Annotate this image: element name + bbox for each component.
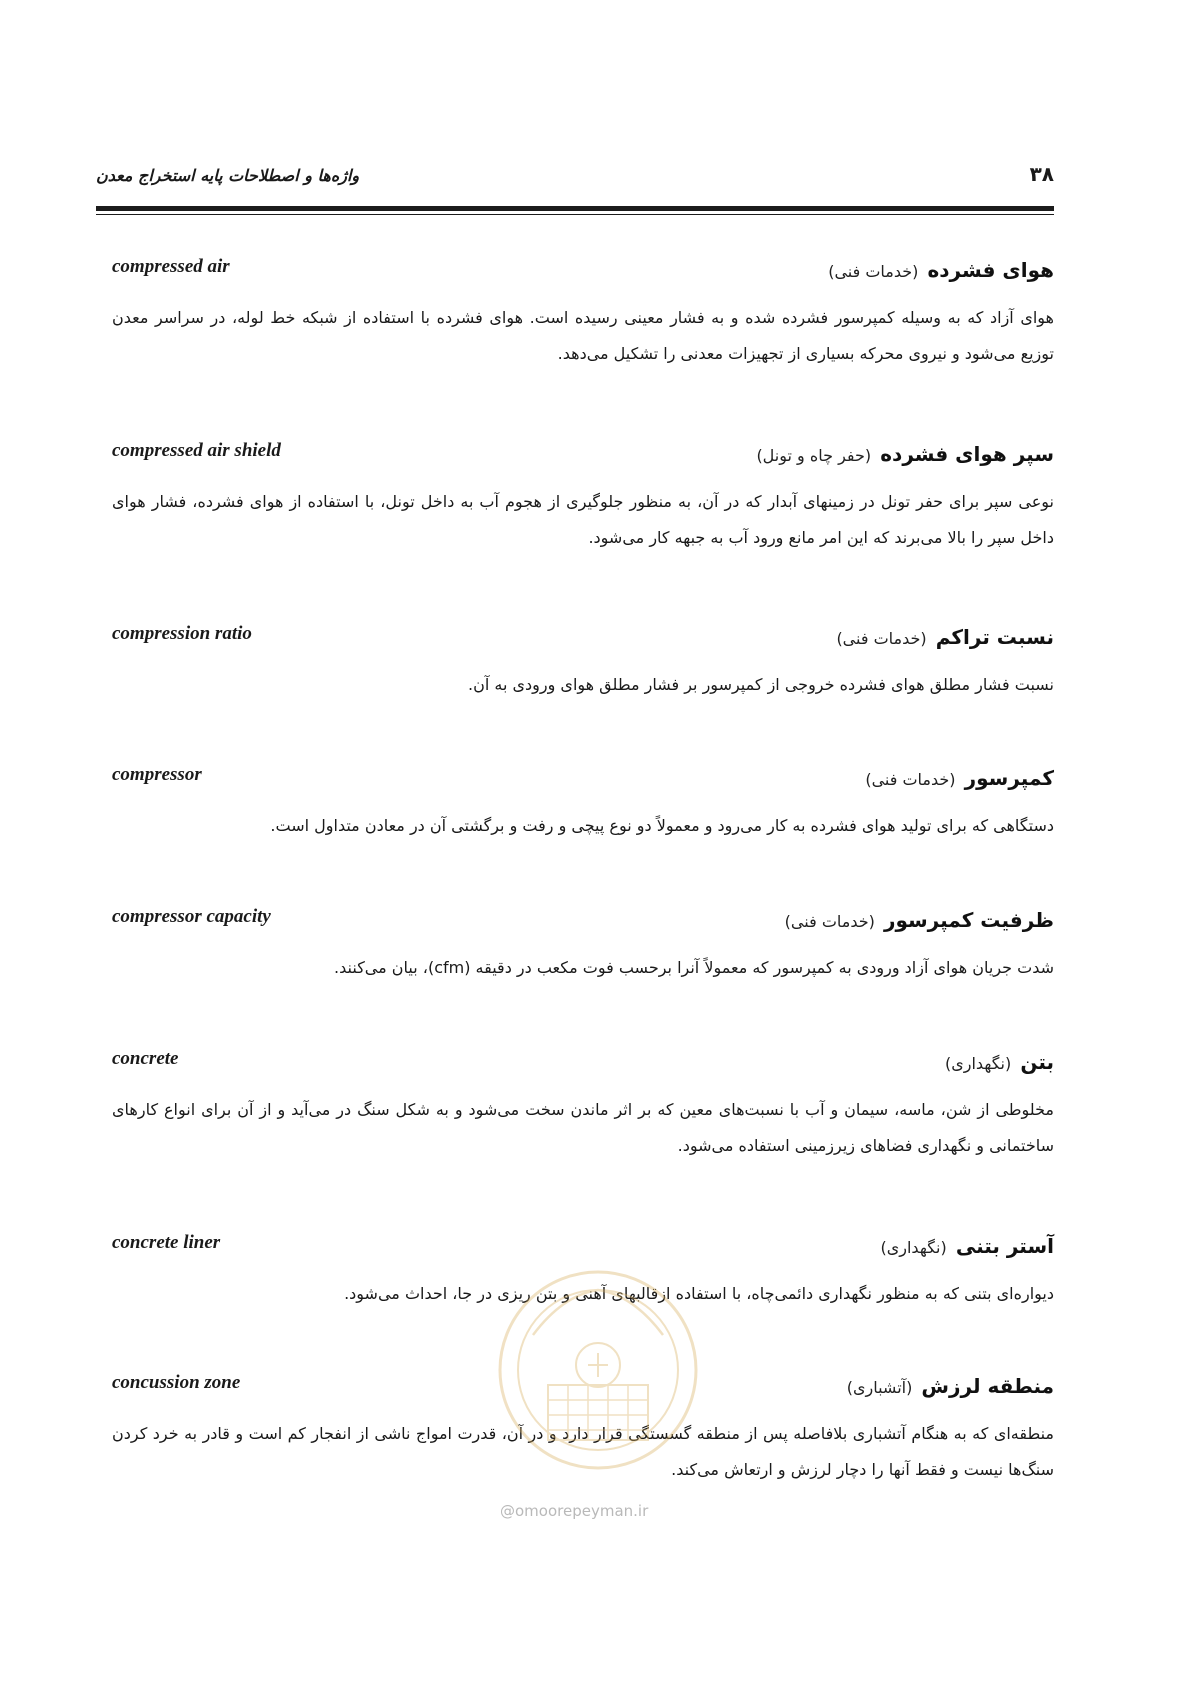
persian-heading bbox=[785, 908, 1054, 932]
at-icon: @ bbox=[500, 1502, 515, 1520]
persian-heading bbox=[945, 1050, 1054, 1074]
watermark-url: @omoorepeyman.ir bbox=[500, 1502, 649, 1520]
persian-heading bbox=[836, 625, 1054, 649]
definition: مخلوطی از شن، ماسه، سیمان و آب با نسبت‌های معین که بر اثر ماندن سخت می‌شود و به شکل سنگ در می‌آید و از آن برای انواع کارهای ساختمانی و نگهداری فضاهای زیرزمینی استفاده می‌شود. bbox=[112, 1100, 1054, 1155]
definition: هوای آزاد که به وسیله کمپرسور فشرده شده و به فشار معینی رسیده است. هوای فشرده با استفاده از شبکه خط لوله، در سراسر معدن توزیع می‌شود و نیروی محرکه بسیاری از تجهیزات معدنی را تشکیل می‌دهد. bbox=[112, 308, 1054, 363]
persian-heading bbox=[756, 442, 1054, 466]
page-header bbox=[96, 162, 1054, 206]
english-term: compressed air bbox=[112, 256, 230, 277]
header-rule-thin bbox=[96, 214, 1054, 215]
persian-heading bbox=[865, 766, 1054, 790]
persian-term: منطقه لرزش bbox=[921, 1374, 1054, 1398]
definition: دستگاهی که برای تولید هوای فشرده به کار می‌رود و معمولاً دو نوع پیچی و رفت و برگشتی آن در معادن متداول است. bbox=[270, 816, 1054, 835]
definition: دیواره‌ای بتنی که به منظور نگهداری دائمی‌چاه، با استفاده ازقالبهای آهنی و بتن ریزی در جا، احداث می‌شود. bbox=[344, 1284, 1054, 1303]
persian-term: ظرفیت کمپرسور bbox=[883, 908, 1054, 932]
subject-field: (نگهداری) bbox=[944, 1054, 1012, 1073]
english-term: compressor capacity bbox=[112, 906, 271, 927]
watermark-logo-icon bbox=[493, 1265, 703, 1475]
definition: نوعی سپر برای حفر تونل در زمینهای آبدار که در آن، به منظور جلوگیری از هجوم آب به داخل تونل، با استفاده از هوای فشرده، فشار هوای داخل سپر را بالا می‌برند که این امر مانع ورود آب به جبهه کار می‌شود. bbox=[112, 492, 1054, 547]
english-term: concussion zone bbox=[112, 1372, 241, 1393]
persian-term: هوای فشرده bbox=[927, 258, 1054, 282]
persian-heading bbox=[828, 258, 1054, 282]
subject-field: (خدمات فنی) bbox=[828, 262, 919, 281]
definition: منطقه‌ای که به هنگام آتشباری بلافاصله پس از منطقه گسستگی قرار دارد و در آن، قدرت امواج ناشی از انفجار کم است و قادر به خرد کردن سنگ‌ها نیست و فقط آنها را دچار لرزش و ارتعاش می‌کند. bbox=[112, 1424, 1054, 1479]
english-term: compression ratio bbox=[112, 623, 252, 644]
persian-term: نسبت تراکم bbox=[935, 625, 1054, 649]
running-title: واژه‌ها و اصطلاحات پایه استخراج معدن bbox=[96, 166, 360, 185]
english-term: compressor bbox=[112, 764, 202, 785]
subject-field: (خدمات فنی) bbox=[836, 629, 927, 648]
persian-heading bbox=[880, 1234, 1054, 1258]
subject-field: (خدمات فنی) bbox=[784, 912, 875, 931]
persian-term: بتن bbox=[1020, 1050, 1054, 1074]
page-number: ۳۸ bbox=[1029, 162, 1054, 186]
header-rule-thick bbox=[96, 206, 1054, 211]
subject-field: (حفر چاه و تونل) bbox=[756, 446, 872, 465]
persian-term: کمپرسور bbox=[964, 766, 1054, 790]
persian-term: آستر بتنی bbox=[955, 1234, 1054, 1258]
subject-field: (نگهداری) bbox=[880, 1238, 947, 1257]
definition: نسبت فشار مطلق هوای فشرده خروجی از کمپرسور بر فشار مطلق هوای ورودی به آن. bbox=[468, 675, 1054, 694]
subject-field: (خدمات فنی) bbox=[865, 770, 956, 789]
persian-heading bbox=[847, 1374, 1054, 1398]
english-term: compressed air shield bbox=[112, 440, 281, 461]
subject-field: (آتشباری) bbox=[846, 1378, 913, 1397]
english-term: concrete bbox=[112, 1048, 179, 1069]
persian-term: سپر هوای فشرده bbox=[880, 442, 1054, 466]
definition: شدت جریان هوای آزاد ورودی به کمپرسور که معمولاً آنرا برحسب فوت مکعب در دقیقه (cfm)، بیان می‌کنند. bbox=[334, 958, 1054, 977]
english-term: concrete liner bbox=[112, 1232, 221, 1253]
